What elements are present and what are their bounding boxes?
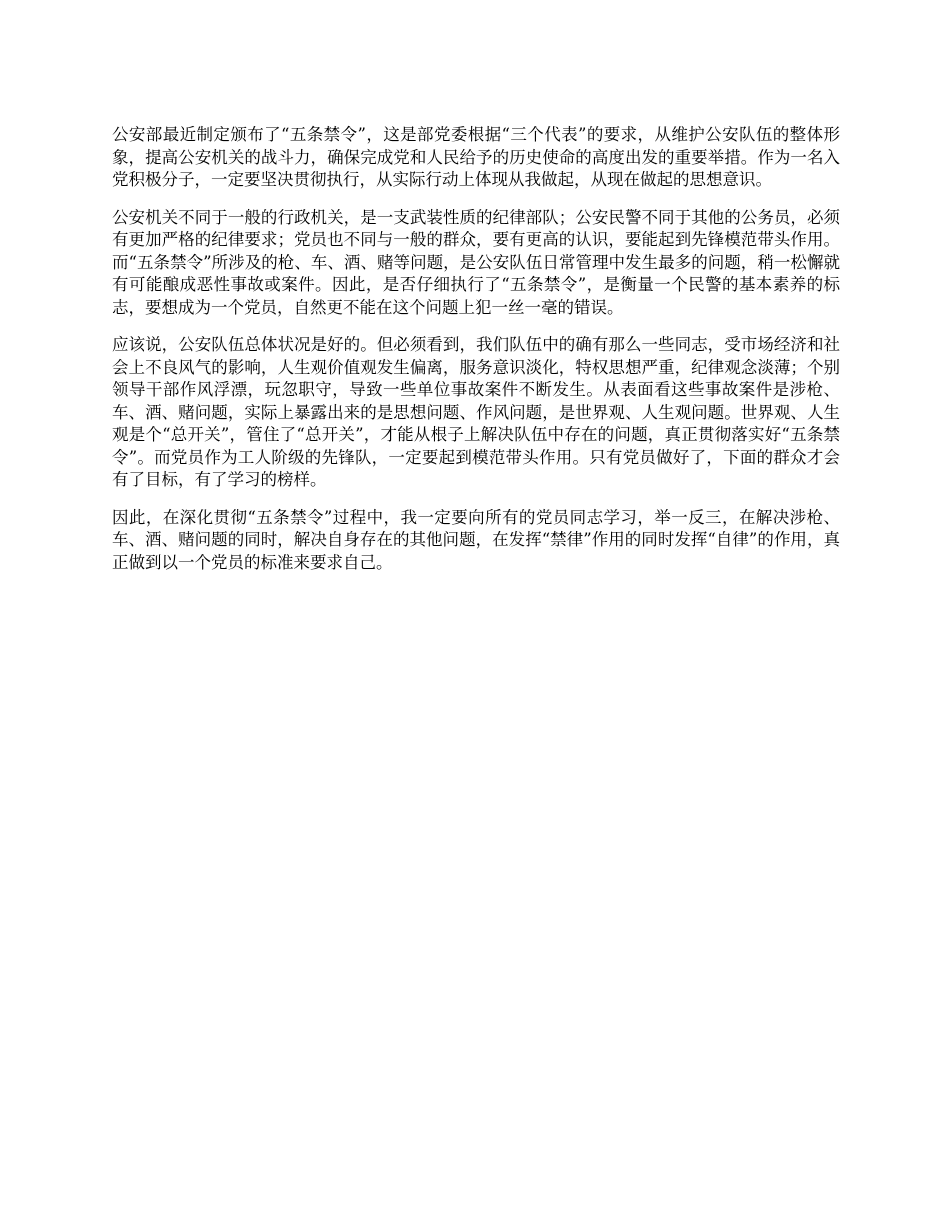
paragraph-3: 应该说，公安队伍总体状况是好的。但必须看到，我们队伍中的确有那么一些同志，受市场经济和社会上不良风气的影响，人生观价值观发生偏离，服务意识淡化，特权思想严重，纪律观念淡薄；个别领导干部作风浮漂，玩忽职守，导致一些单位事故案件不断发生。从表面看这些事故案件是涉枪、车、酒、赌问题，实际上暴露出来的是思想问题、作风问题，是世界观、人生观问题。世界观、人生观是个“总开关”，管住了“总开关”，才能从根子上解决队伍中存在的问题，真正贯彻落实好“五条禁令”。而党员作为工人阶级的先锋队，一定要起到模范带头作用。只有党员做好了，下面的群众才会有了目标，有了学习的榜样。 [112,335,840,489]
paragraph-2: 公安机关不同于一般的行政机关，是一支武装性质的纪律部队；公安民警不同于其他的公务员，必须有更加严格的纪律要求；党员也不同与一般的群众，要有更高的认识，要能起到先锋模范带头作用。而“五条禁令”所涉及的枪、车、酒、赌等问题，是公安队伍日常管理中发生最多的问题，稍一松懈就有可能酿成恶性事故或案件。因此，是否仔细执行了“五条禁令”，是衡量一个民警的基本素养的标志，要想成为一个党员，自然更不能在这个问题上犯一丝一毫的错误。 [112,207,840,317]
paragraph-4: 因此，在深化贯彻“五条禁令”过程中，我一定要向所有的党员同志学习，举一反三，在解决涉枪、车、酒、赌问题的同时，解决自身存在的其他问题，在发挥“禁律”作用的同时发挥“自律”的作用，真正做到以一个党员的标准来要求自己。 [112,507,840,572]
document-body [112,124,840,589]
paragraph-1: 公安部最近制定颁布了“五条禁令”，这是部党委根据“三个代表”的要求，从维护公安队伍的整体形象，提高公安机关的战斗力，确保完成党和人民给予的历史使命的高度出发的重要举措。作为一名入党积极分子，一定要坚决贯彻执行，从实际行动上体现从我做起，从现在做起的思想意识。 [112,125,840,189]
